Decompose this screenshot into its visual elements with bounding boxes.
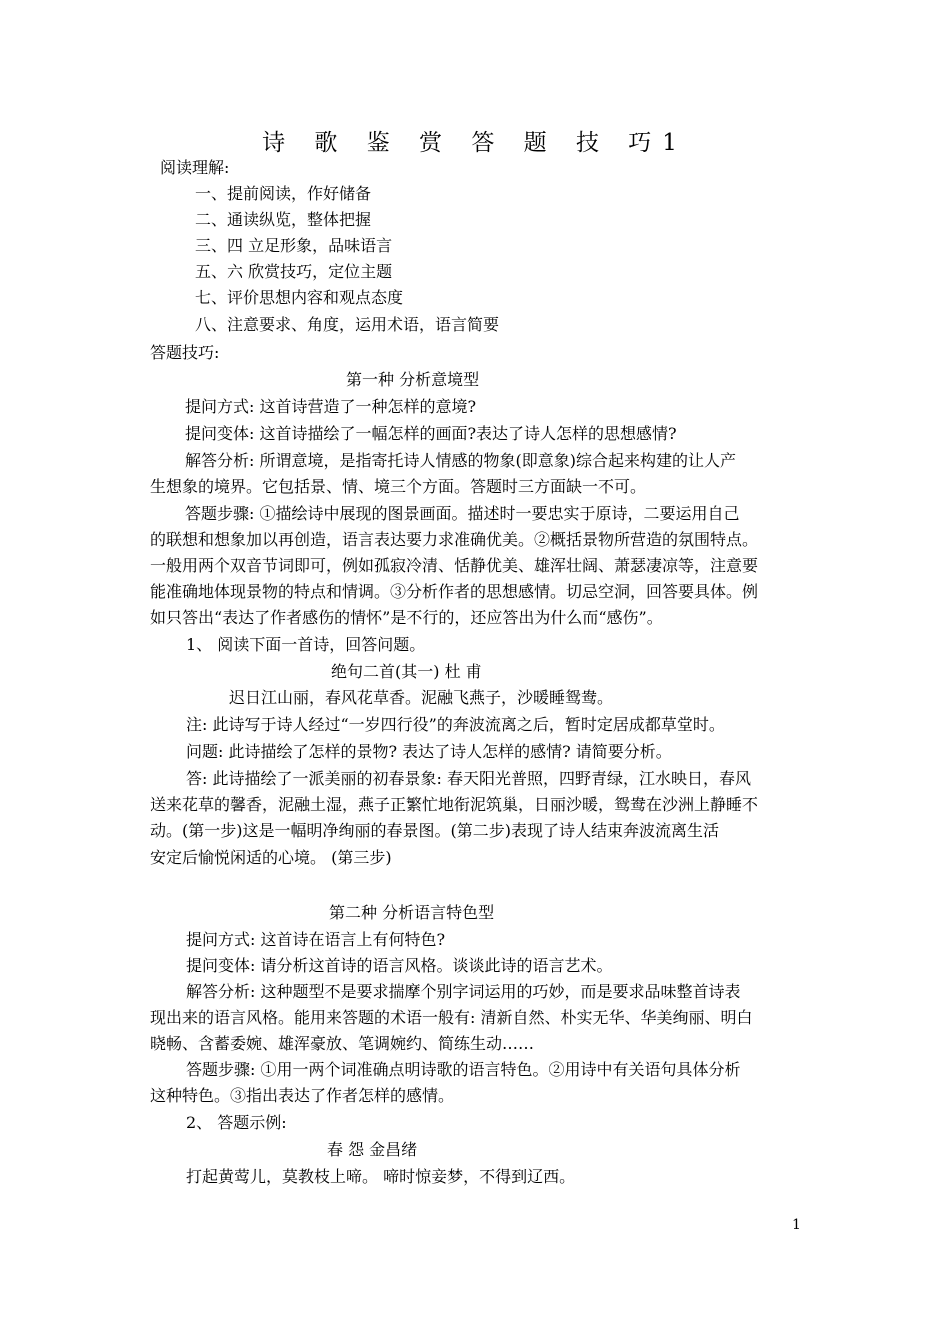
text-line: 答题步骤: ①用一两个词准确点明诗歌的语言特色。②用诗中有关语句具体分析 xyxy=(186,1060,741,1079)
text-line: 安定后愉悦闲适的心境。 (第三步) xyxy=(150,848,392,867)
text-line: 生想象的境界。它包括景、情、境三个方面。答题时三方面缺一不可。 xyxy=(150,477,647,496)
text-line: 晓畅、含蓄委婉、雄浑豪放、笔调婉约、简练生动…… xyxy=(150,1034,535,1053)
text-line: 阅读理解: xyxy=(160,158,230,177)
text-line: 五、六 欣赏技巧，定位主题 xyxy=(195,262,393,281)
page-number: 1 xyxy=(792,1217,801,1233)
text-line: 解答分析: 所谓意境，是指寄托诗人情感的物象(即意象)综合起来构建的让人产 xyxy=(185,451,736,470)
text-line: 送来花草的馨香，泥融土湿，燕子正繁忙地衔泥筑巢，日丽沙暖，鸳鸯在沙洲上静睡不 xyxy=(150,795,759,814)
poem-text: 迟日江山丽，春风花草香。泥融飞燕子，沙暖睡鸳鸯。 xyxy=(229,688,614,707)
section-heading: 第一种 分析意境型 xyxy=(346,370,480,389)
text-line: 答题技巧: xyxy=(150,343,220,362)
section-heading: 第二种 分析语言特色型 xyxy=(329,903,495,922)
text-line: 三、四 立足形象，品味语言 xyxy=(195,236,393,255)
text-line: 八、注意要求、角度，运用术语，语言简要 xyxy=(195,315,500,334)
text-line: 解答分析: 这种题型不是要求揣摩个别字词运用的巧妙，而是要求品味整首诗表 xyxy=(186,982,741,1001)
text-line: 二、通读纵览，整体把握 xyxy=(195,210,372,229)
text-line: 问题: 此诗描绘了怎样的景物? 表达了诗人怎样的感情? 请简要分析。 xyxy=(186,742,672,761)
text-line: 答: 此诗描绘了一派美丽的初春景象: 春天阳光普照，四野青绿，江水映日，春风 xyxy=(186,769,751,788)
text-line: 一、提前阅读，作好储备 xyxy=(195,184,372,203)
poem-text: 打起黄莺儿，莫教枝上啼。 啼时惊妾梦，不得到辽西。 xyxy=(186,1167,576,1186)
page-title: 诗 歌 鉴 赏 答 题 技 巧1 xyxy=(262,130,688,156)
text-line: 提问变体: 请分析这首诗的语言风格。谈谈此诗的语言艺术。 xyxy=(186,956,613,975)
text-line: 动。(第一步)这是一幅明净绚丽的春景图。(第二步)表现了诗人结束奔波流离生活 xyxy=(150,821,719,840)
text-line: 现出来的语言风格。能用来答题的术语一般有: 清新自然、朴实无华、华美绚丽、明白 xyxy=(150,1008,753,1027)
poem-title: 绝句二首(其一) 杜 甫 xyxy=(331,662,482,681)
text-line: 七、评价思想内容和观点态度 xyxy=(195,288,404,307)
text-line: 答题步骤: ①描绘诗中展现的图景画面。描述时一要忠实于原诗，二要运用自己 xyxy=(185,504,740,523)
text-line: 这种特色。③指出表达了作者怎样的感情。 xyxy=(150,1086,455,1105)
text-line: 提问方式: 这首诗营造了一种怎样的意境? xyxy=(185,397,477,416)
text-line: 的联想和想象加以再创造，语言表达要力求准确优美。②概括景物所营造的氛围特点。 xyxy=(150,530,759,549)
text-line: 提问变体: 这首诗描绘了一幅怎样的画面?表达了诗人怎样的思想感情? xyxy=(185,424,677,443)
text-line: 如只答出“表达了作者感伤的情怀”是不行的，还应答出为什么而“感伤”。 xyxy=(150,608,663,627)
text-line: 一般用两个双音节词即可，例如孤寂冷清、恬静优美、雄浑壮阔、萧瑟凄凉等，注意要 xyxy=(150,556,759,575)
poem-title: 春 怨 金昌绪 xyxy=(327,1140,418,1159)
text-line: 注: 此诗写于诗人经过“一岁四行役”的奔波流离之后，暂时定居成都草堂时。 xyxy=(186,715,725,734)
text-line: 能准确地体现景物的特点和情调。③分析作者的思想感情。切忌空洞，回答要具体。例 xyxy=(150,582,759,601)
text-line: 2、 答题示例: xyxy=(186,1113,287,1132)
text-line: 提问方式: 这首诗在语言上有何特色? xyxy=(186,930,446,949)
text-line: 1、 阅读下面一首诗，回答问题。 xyxy=(186,635,426,654)
